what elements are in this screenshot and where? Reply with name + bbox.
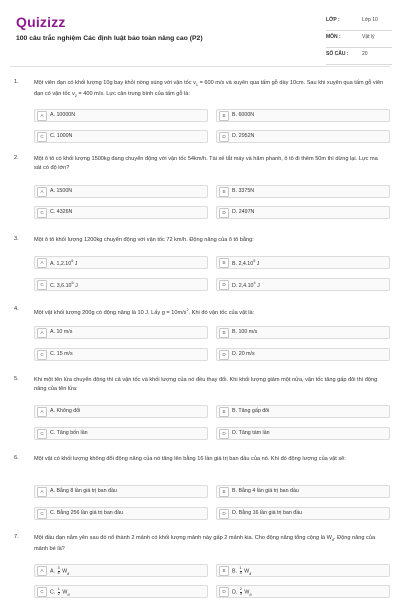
quizizz-logo[interactable]: Quizizz (16, 14, 66, 30)
option-d[interactable] (216, 427, 390, 440)
question-number: 3. (14, 236, 19, 242)
option-b[interactable] (216, 485, 390, 498)
option-letter: B (219, 566, 229, 576)
option-d[interactable] (216, 130, 390, 143)
option-text: D. 2952N (232, 133, 255, 140)
option-letter: B (219, 328, 229, 338)
option-letter: C (37, 587, 47, 597)
option-c[interactable] (34, 206, 208, 219)
option-b[interactable] (216, 326, 390, 339)
option-letter: B (219, 407, 229, 417)
option-c[interactable] (34, 427, 208, 440)
option-a[interactable] (34, 109, 208, 122)
question-number: 6. (14, 455, 19, 461)
option-letter: C (37, 280, 47, 290)
option-letter: A (37, 111, 47, 121)
option-a[interactable] (34, 405, 208, 418)
question-text: Một viên đạn có khối lượng 10g bay khỏi nòng súng với vận tốc $v_1 = 600$ m/s và xuyên qua tấm gỗ dày 10cm. Sau khi xuyên qua tấm gỗ viên đạn có vận tốc $v_2 = 400$ m/s. Lực cản trung bình của tấm gỗ là: (34, 80, 384, 99)
option-b[interactable] (216, 109, 390, 122)
question-text: Một ô tô có khối lượng 1500kg đang chuyển động với vận tốc 54km/h. Tài xế tắt máy và hãm phanh, ô tô đi thêm 50m thì dừng lại. Lực ma sát có độ lớn? (34, 156, 378, 171)
option-letter: B (219, 487, 229, 497)
question-text: Một đầu đạn nằm yên sau đó nổ thành 2 mảnh có khối lượng mảnh này gấp 2 mảnh kia. Cho động năng tổng cộng là $W_đ$. Động năng của mảnh bé là? (34, 535, 376, 553)
option-text: B. Tăng gấp đôi (232, 408, 270, 415)
option-letter: B (219, 258, 229, 268)
option-b[interactable] (216, 256, 390, 269)
option-c[interactable] (34, 278, 208, 291)
option-text: A. 10000N (50, 112, 76, 119)
option-b[interactable] (216, 564, 390, 577)
question-text: Một ô tô khối lượng 1200kg chuyển động với vận tốc 72 km/h. Động năng của ô tô bằng: (34, 237, 254, 243)
option-text: C. Bằng 256 lần giá trị ban đầu (50, 510, 124, 517)
option-b[interactable] (216, 185, 390, 198)
option-letter: B (219, 187, 229, 197)
option-letter: D (219, 350, 229, 360)
option-text: B. 100 m/s (232, 329, 258, 336)
option-text: C. Tăng bốn lần (50, 430, 88, 437)
meta-subject-label: MÔN : (326, 34, 341, 40)
option-text: C. 1000N (50, 133, 73, 140)
option-a[interactable] (34, 185, 208, 198)
meta-subject-value: Vật lý (362, 34, 375, 40)
option-letter: C (37, 132, 47, 142)
option-d[interactable] (216, 585, 390, 598)
question-number: 2. (14, 155, 19, 161)
question-number: 1. (14, 79, 19, 85)
question-number: 4. (14, 306, 19, 312)
option-text: C. 15 m/s (50, 351, 73, 358)
option-text: B. $\frac{1}{3}$ $W_đ$ (232, 566, 252, 577)
option-letter: D (219, 509, 229, 519)
option-d[interactable] (216, 206, 390, 219)
option-text: B. Bằng 4 lần giá trị ban đầu (232, 488, 299, 495)
meta-class-label: LỚP : (326, 17, 340, 23)
option-letter: D (219, 587, 229, 597)
option-c[interactable] (34, 348, 208, 361)
option-text: D. $\frac{2}{3}$ $W_đ$ (232, 587, 252, 598)
meta-class-row (326, 14, 392, 31)
option-text: A. 1500N (50, 188, 73, 195)
fraction: $\frac{1}{2}$ (57, 587, 60, 597)
option-text: D. Bằng 16 lần giá trị ban đầu (232, 510, 303, 517)
option-c[interactable] (34, 585, 208, 598)
option-letter: B (219, 111, 229, 121)
option-a[interactable] (34, 485, 208, 498)
option-a[interactable] (34, 326, 208, 339)
option-a[interactable] (34, 564, 208, 577)
header-divider (10, 66, 390, 67)
meta-count-value: 20 (362, 51, 368, 57)
option-c[interactable] (34, 130, 208, 143)
question-text: Khi một tên lửa chuyển động thì cả vận tốc và khối lượng của nó đều thay đổi. Khi khối lượng giảm một nửa, vận tốc tăng gấp đôi thì động năng của tên lửa: (34, 377, 378, 392)
option-letter: A (37, 187, 47, 197)
question-text: Một vật khối lượng 200g có động năng là 10 J. Lấy $g = 10m/s^2$. Khi đó vận tốc của vật là: (34, 308, 255, 316)
option-d[interactable] (216, 278, 390, 291)
option-letter: A (37, 407, 47, 417)
option-letter: D (219, 132, 229, 142)
option-letter: A (37, 258, 47, 268)
option-text: B. 2,4.10$^5$ J (232, 259, 260, 268)
option-d[interactable] (216, 348, 390, 361)
option-letter: C (37, 350, 47, 360)
question-number: 7. (14, 534, 19, 540)
option-text: A. 1,2.10$^5$ J (50, 259, 78, 268)
fraction: $\frac{2}{3}$ (239, 587, 242, 597)
option-letter: A (37, 487, 47, 497)
worksheet-meta (326, 14, 392, 65)
option-text: D. 20 m/s (232, 351, 255, 358)
option-text: C. 3,6.10$^5$ J (50, 281, 78, 290)
fraction: $\frac{1}{3}$ (239, 566, 242, 576)
question-text: Một vật có khối lượng không đổi động năng của nó tăng lên bằng 16 lần giá trị ban đầu của nó. Khi đó động lượng của vật sẽ: (34, 456, 346, 462)
option-letter: C (37, 429, 47, 439)
option-letter: D (219, 280, 229, 290)
worksheet-title: 100 câu trắc nghiệm Các định luật bảo toàn nâng cao (P2) (16, 35, 203, 42)
option-text: B. 3375N (232, 188, 255, 195)
option-text: A. 10 m/s (50, 329, 73, 336)
option-letter: D (219, 429, 229, 439)
meta-subject-row (326, 31, 392, 48)
option-letter: D (219, 208, 229, 218)
option-a[interactable] (34, 256, 208, 269)
option-d[interactable] (216, 507, 390, 520)
option-text: D. 2,4.10$^4$ J (232, 281, 260, 290)
option-text: A. Không đổi (50, 408, 81, 415)
option-letter: A (37, 328, 47, 338)
option-letter: A (37, 566, 47, 576)
meta-class-value: Lớp 10 (362, 17, 378, 23)
option-text: C. 4326N (50, 209, 73, 216)
meta-count-row (326, 48, 392, 65)
meta-count-label: SỐ CÂU : (326, 51, 349, 57)
option-text: A. $\frac{3}{4}$ $W_đ$ (50, 566, 70, 577)
option-letter: C (37, 509, 47, 519)
option-text: D. 2497N (232, 209, 255, 216)
fraction: $\frac{3}{4}$ (57, 566, 60, 576)
option-text: C. $\frac{1}{2}$ $W_đ$ (50, 587, 70, 598)
option-c[interactable] (34, 507, 208, 520)
question-number: 5. (14, 376, 19, 382)
option-text: D. Tăng tám lần (232, 430, 270, 437)
option-text: A. Bằng 8 lần giá trị ban đầu (50, 488, 117, 495)
option-text: B. 6000N (232, 112, 255, 119)
option-b[interactable] (216, 405, 390, 418)
option-letter: C (37, 208, 47, 218)
